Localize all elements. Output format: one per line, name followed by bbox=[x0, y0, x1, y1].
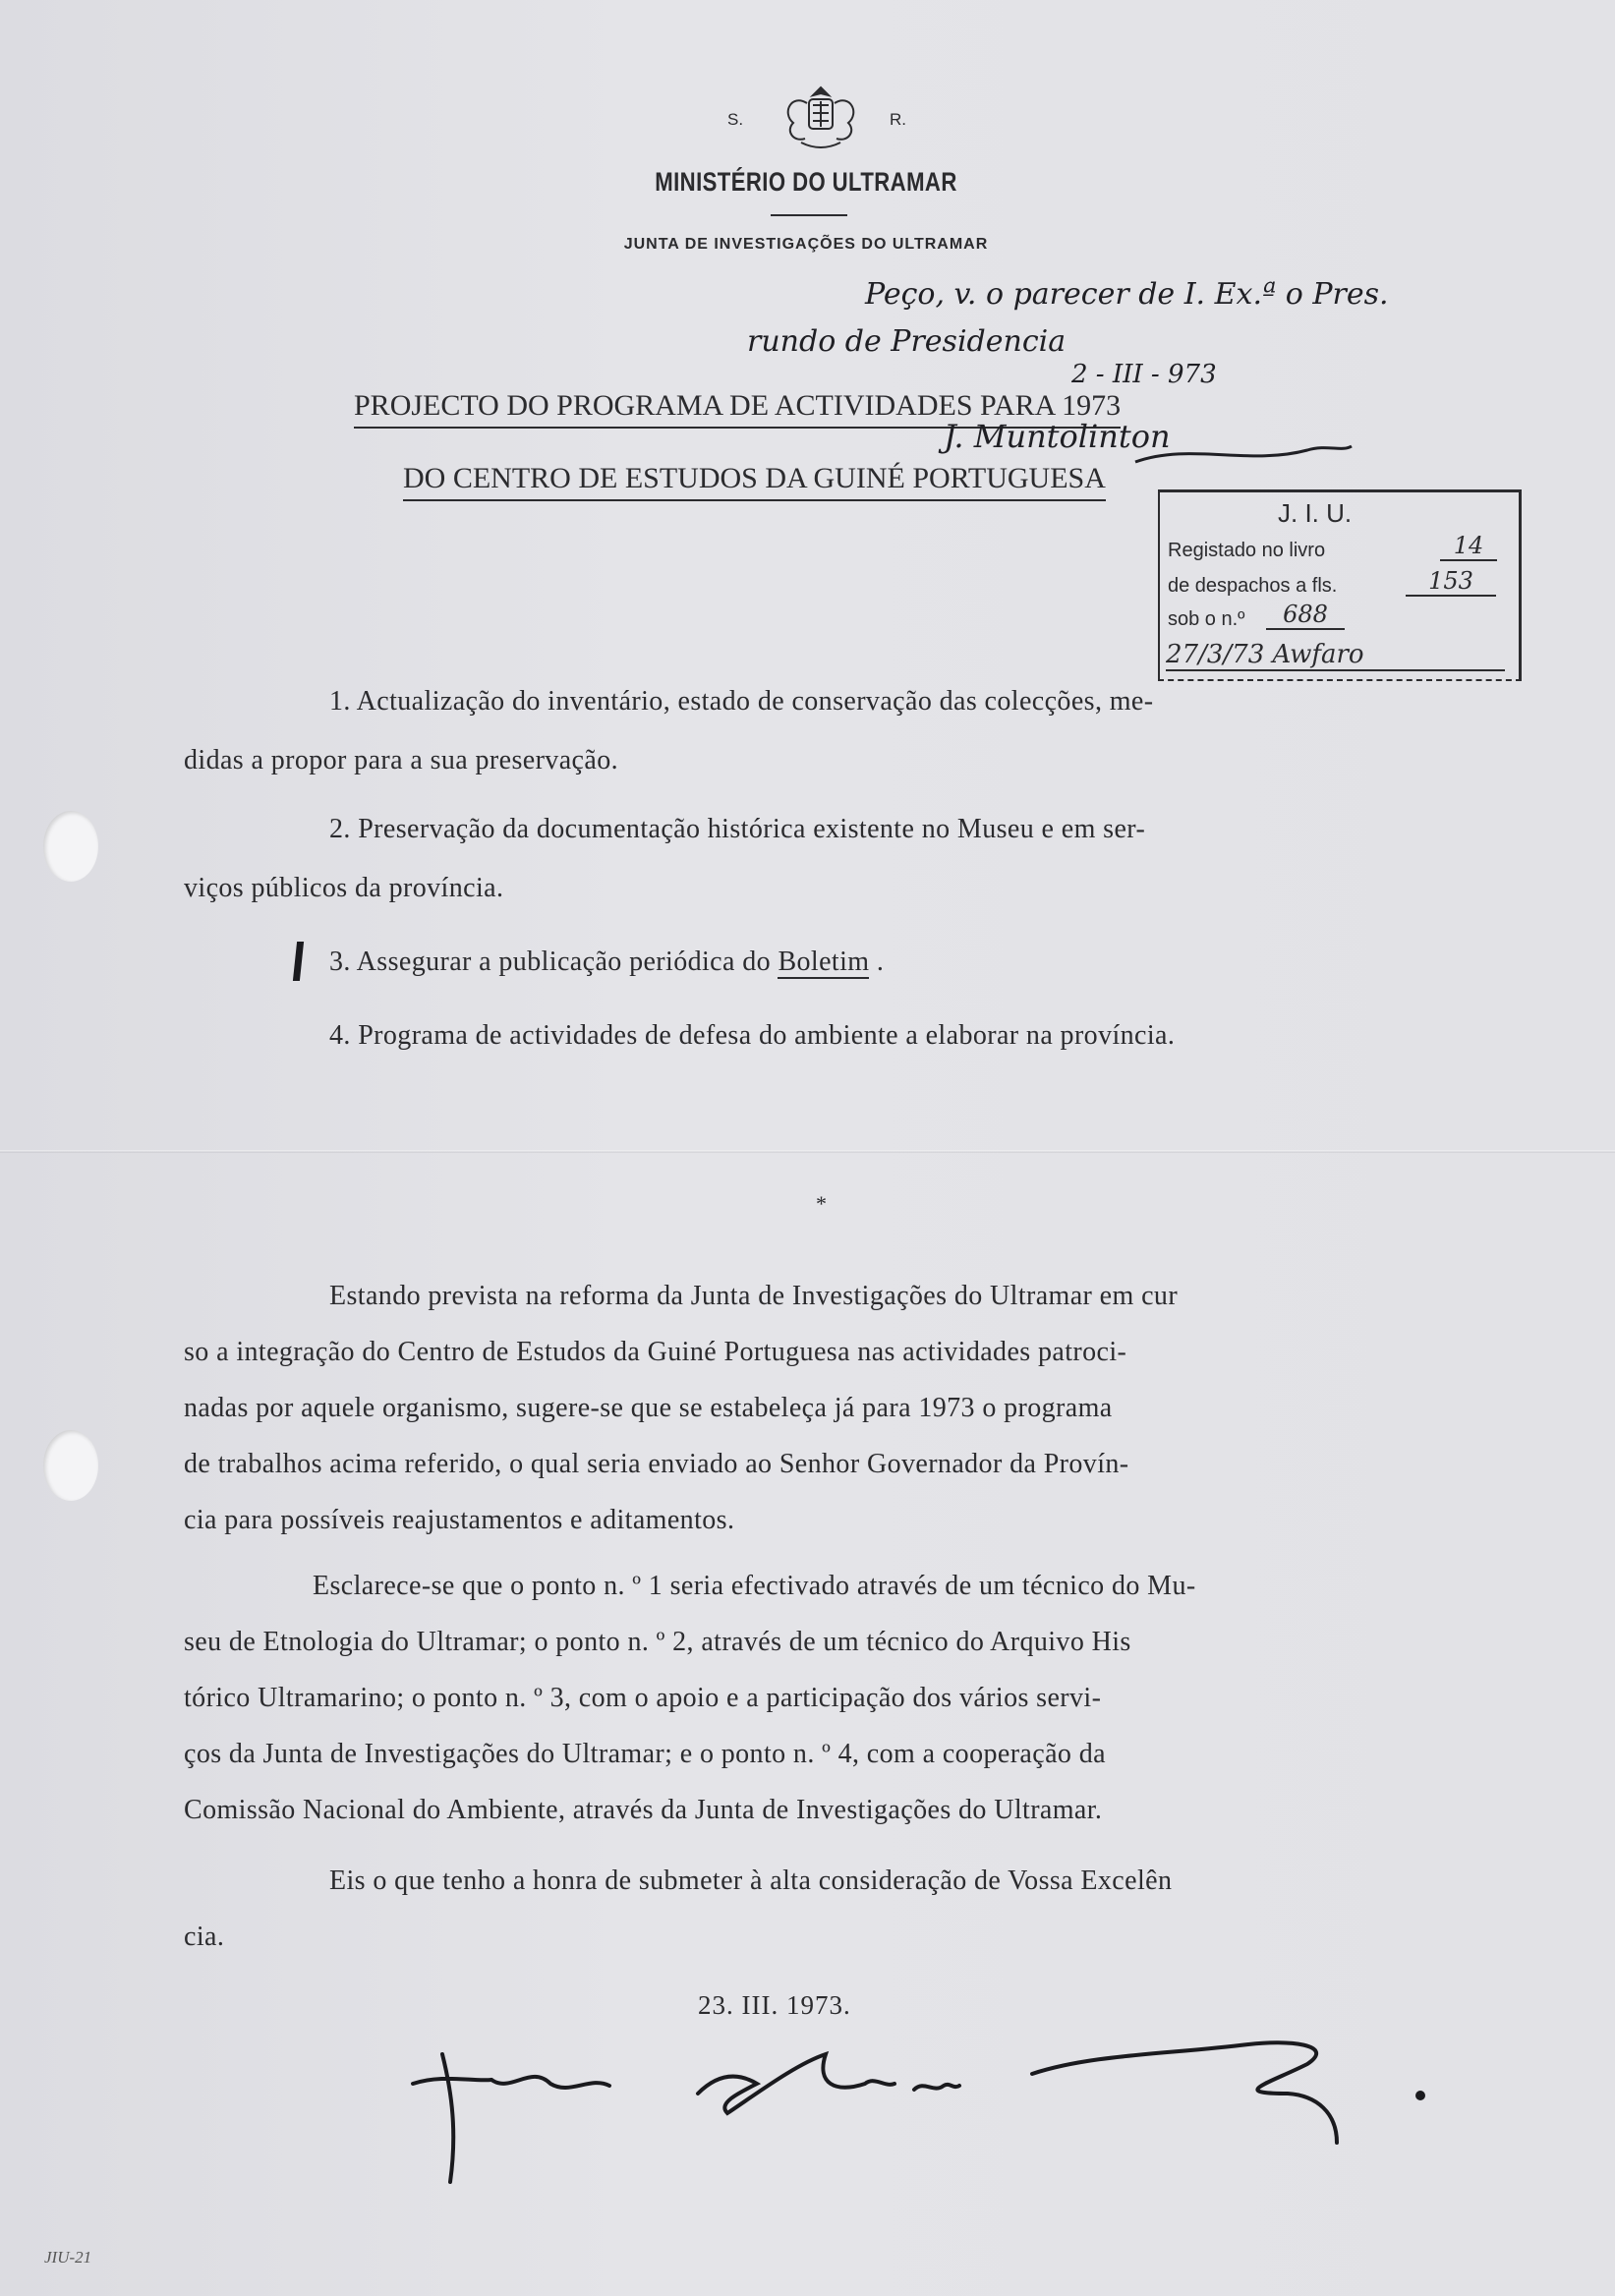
ministry-heading: MINISTÉRIO DO ULTRAMAR bbox=[655, 167, 957, 197]
punch-hole-bottom bbox=[43, 1430, 98, 1501]
item-2-line-2: viços públicos da província. bbox=[184, 873, 504, 903]
item-2-line-1: 2. Preservação da documentação histórica existente no Museu e em ser- bbox=[329, 814, 1146, 844]
stamp-label-fls: de despachos a fls. bbox=[1168, 575, 1338, 597]
item-3 bbox=[329, 934, 884, 990]
item-1-line-2: didas a propor para a sua preservação. bbox=[184, 745, 618, 775]
handwritten-line-1: Peço, v. o parecer de I. Ex.ª o Pres. bbox=[865, 277, 1389, 312]
stamp-label-numero: sob o n.º bbox=[1168, 608, 1245, 630]
paragraph-3-line-2: cia. bbox=[184, 1922, 225, 1952]
stamp-value-numero: 688 bbox=[1266, 601, 1345, 630]
signature-flourish bbox=[1130, 432, 1356, 472]
handwritten-date: 2 - III - 973 bbox=[1071, 360, 1217, 389]
paragraph-2-line-4: ços da Junta de Investigações do Ultramar; e o ponto n. º 4, com a cooperação da bbox=[184, 1739, 1106, 1769]
letterhead-s: S. bbox=[727, 110, 744, 129]
paragraph-2-line-1: Esclarece-se que o ponto n. º 1 seria efectivado através de um técnico do Mu- bbox=[313, 1571, 1196, 1601]
stamp-label-livro: Registado no livro bbox=[1168, 540, 1326, 561]
paragraph-1-line-2: so a integração do Centro de Estudos da Guiné Portuguesa nas actividades patroci- bbox=[184, 1337, 1127, 1367]
paragraph-1-line-5: cia para possíveis reajustamentos e aditamentos. bbox=[184, 1505, 735, 1535]
item-3-boletim: Boletim bbox=[778, 947, 870, 977]
stamp-handwritten-date: 27/3/73 Awfaro bbox=[1166, 640, 1505, 671]
paragraph-2-line-3: tórico Ultramarino; o ponto n. º 3, com o apoio e a participação dos vários servi- bbox=[184, 1683, 1102, 1713]
stamp-value-fls: 153 bbox=[1406, 567, 1496, 597]
document-date: 23. III. 1973. bbox=[698, 1990, 851, 2020]
item-4: 4. Programa de actividades de defesa do ambiente a elaborar na província. bbox=[329, 1020, 1176, 1051]
item-1-line-1: 1. Actualização do inventário, estado de conservação das colecções, me- bbox=[329, 686, 1154, 717]
letterhead-rule bbox=[771, 214, 847, 216]
paragraph-1-line-3: nadas por aquele organismo, sugere-se que se estabeleça já para 1973 o programa bbox=[184, 1393, 1113, 1423]
item-3-end: . bbox=[869, 947, 885, 977]
margin-mark bbox=[293, 942, 304, 981]
stamp-value-livro: 14 bbox=[1440, 532, 1497, 561]
separator-asterisk: * bbox=[816, 1191, 827, 1216]
paragraph-3-line-1: Eis o que tenho a honra de submeter à alta consideração de Vossa Excelên bbox=[329, 1866, 1173, 1896]
item-3-text: 3. Assegurar a publicação periódica do bbox=[329, 947, 772, 977]
author-signature bbox=[403, 2025, 1465, 2192]
paragraph-2-line-5: Comissão Nacional do Ambiente, através da Junta de Investigações do Ultramar. bbox=[184, 1795, 1103, 1825]
letterhead-r: R. bbox=[890, 110, 906, 129]
paragraph-1-line-1: Estando prevista na reforma da Junta de Investigações do Ultramar em cur bbox=[329, 1281, 1179, 1311]
coat-of-arms-emblem bbox=[772, 84, 870, 154]
paper-fold bbox=[0, 1150, 1615, 1153]
junta-heading: JUNTA DE INVESTIGAÇÕES DO ULTRAMAR bbox=[623, 236, 989, 253]
document-title-line-2: DO CENTRO DE ESTUDOS DA GUINÉ PORTUGUESA bbox=[403, 462, 1106, 501]
paragraph-2-line-2: seu de Etnologia do Ultramar; o ponto n. º 2, através de um técnico do Arquivo His bbox=[184, 1627, 1131, 1657]
stamp-code: J. I. U. bbox=[1278, 498, 1353, 528]
registration-stamp bbox=[1158, 489, 1522, 681]
document-title-line-1: PROJECTO DO PROGRAMA DE ACTIVIDADES PARA 1973 bbox=[354, 389, 1121, 429]
handwritten-line-2: rundo de Presidencia bbox=[747, 324, 1067, 359]
handwritten-signature-annotation: J. Muntolinton bbox=[944, 418, 1171, 455]
form-code: JIU-21 bbox=[44, 2248, 92, 2267]
paragraph-1-line-4: de trabalhos acima referido, o qual seria enviado ao Senhor Governador da Provín- bbox=[184, 1449, 1129, 1479]
punch-hole-top bbox=[43, 811, 98, 882]
